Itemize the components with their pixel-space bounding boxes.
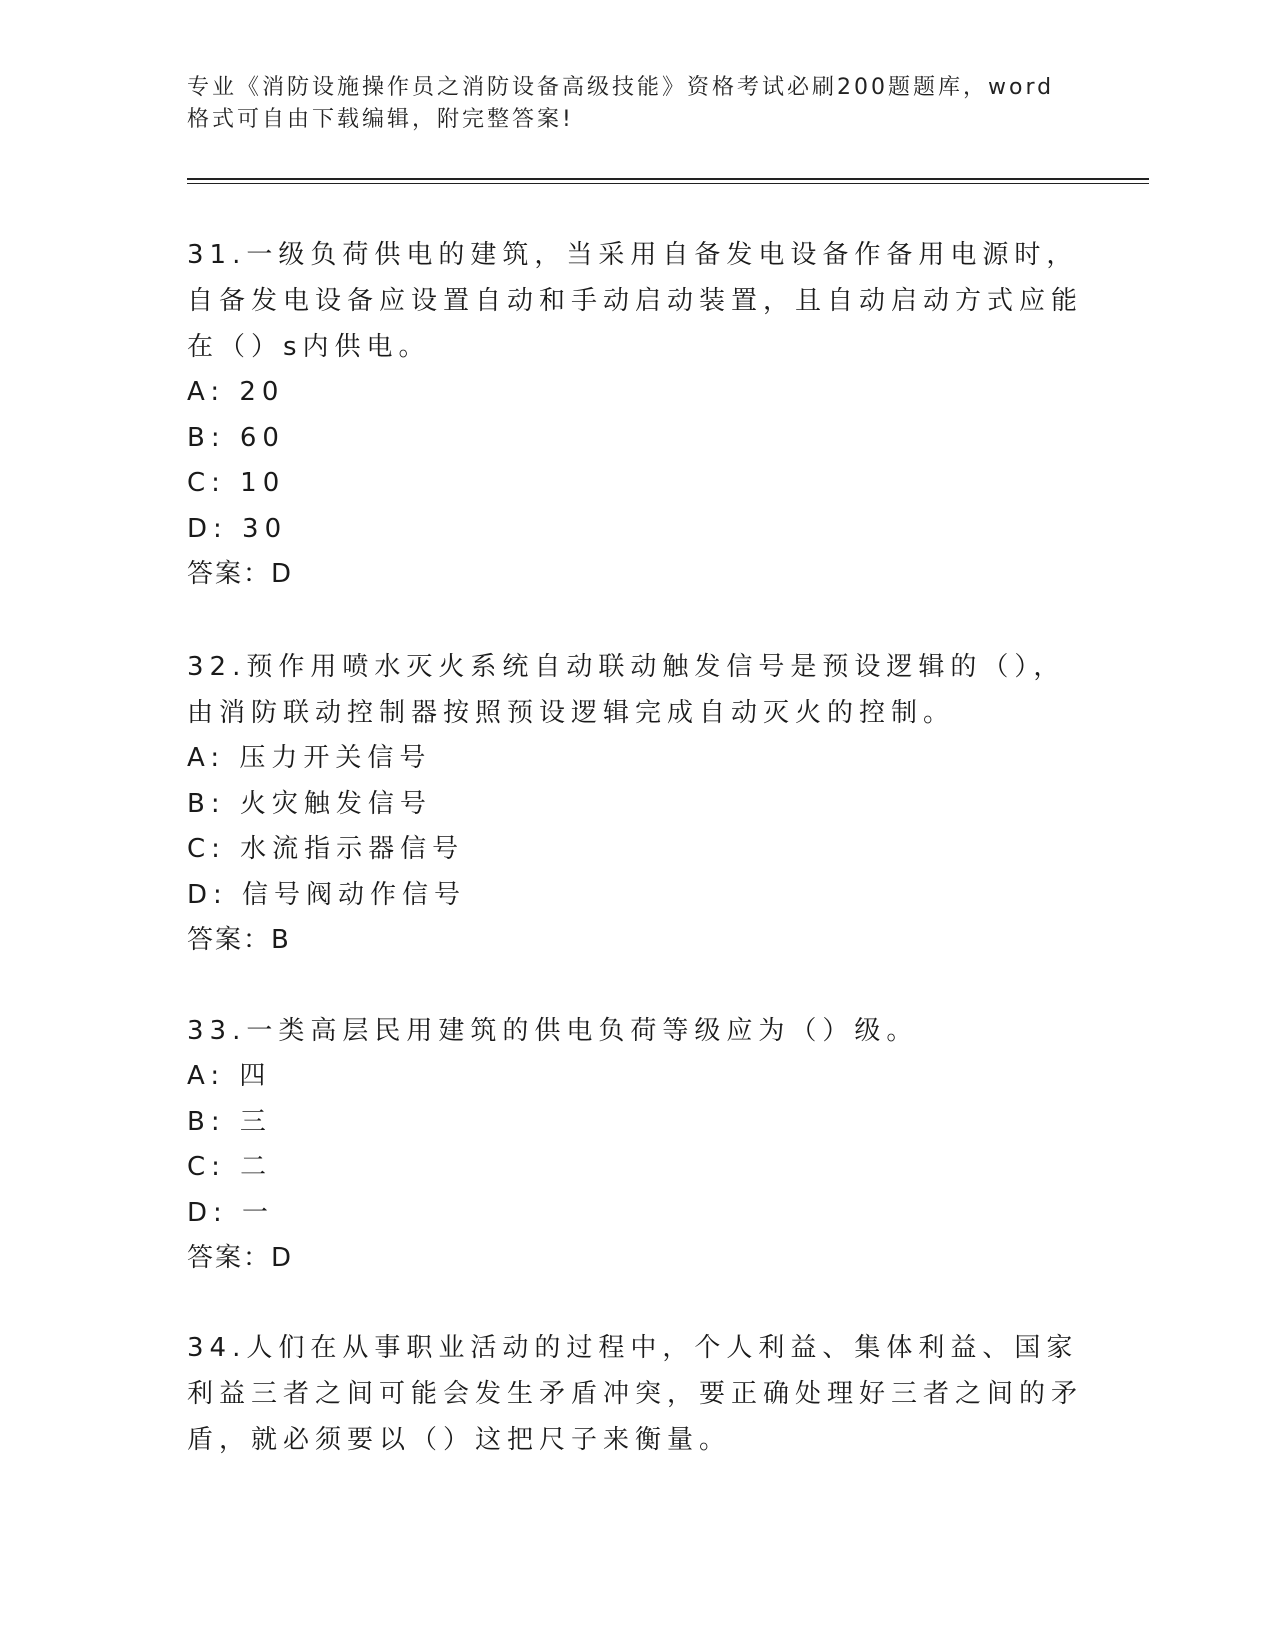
question-34	[187, 1325, 1087, 1463]
question-31	[187, 232, 1087, 598]
answer-line: 答案：D	[187, 1243, 294, 1273]
option-c: C: 水流指示器信号	[187, 834, 465, 864]
option-c: C: 10	[187, 468, 286, 498]
option-b: B: 火灾触发信号	[187, 788, 432, 819]
option-d: D: 一	[187, 1197, 275, 1228]
option-c: C: 二	[187, 1152, 273, 1182]
question-stem: 31.一级负荷供电的建筑，当采用自备发电设备作备用电源时，自备发电设备应设置自动和手动启动装置，且自动启动方式应能在（）s内供电。	[187, 240, 1084, 362]
question-stem: 33.一类高层民用建筑的供电负荷等级应为（）级。	[187, 1016, 919, 1046]
answer-line: 答案：B	[187, 925, 291, 955]
option-a: A: 压力开关信号	[187, 743, 432, 773]
option-d: D: 30	[187, 513, 288, 544]
question-32	[187, 644, 1087, 964]
option-b: B: 60	[187, 422, 285, 453]
option-a: A: 四	[187, 1061, 272, 1091]
question-stem: 34.人们在从事职业活动的过程中，个人利益、集体利益、国家利益三者之间可能会发生矛盾冲突，要正确处理好三者之间的矛盾，就必须要以（）这把尺子来衡量。	[187, 1333, 1084, 1455]
question-stem: 32.预作用喷水灭火系统自动联动触发信号是预设逻辑的（），由消防联动控制器按照预设逻辑完成自动灭火的控制。	[187, 652, 1066, 728]
option-d: D: 信号阀动作信号	[187, 879, 467, 910]
option-a: A: 20	[187, 377, 285, 407]
document-header: 专业《消防设施操作员之消防设备高级技能》资格考试必刷200题题库，word格式可自由下载编辑，附完整答案!	[187, 75, 1055, 132]
header-divider-thick	[187, 178, 1149, 180]
question-33	[187, 1008, 1087, 1282]
header-divider-thin	[187, 183, 1149, 184]
option-b: B: 三	[187, 1106, 272, 1137]
answer-line: 答案：D	[187, 559, 294, 589]
